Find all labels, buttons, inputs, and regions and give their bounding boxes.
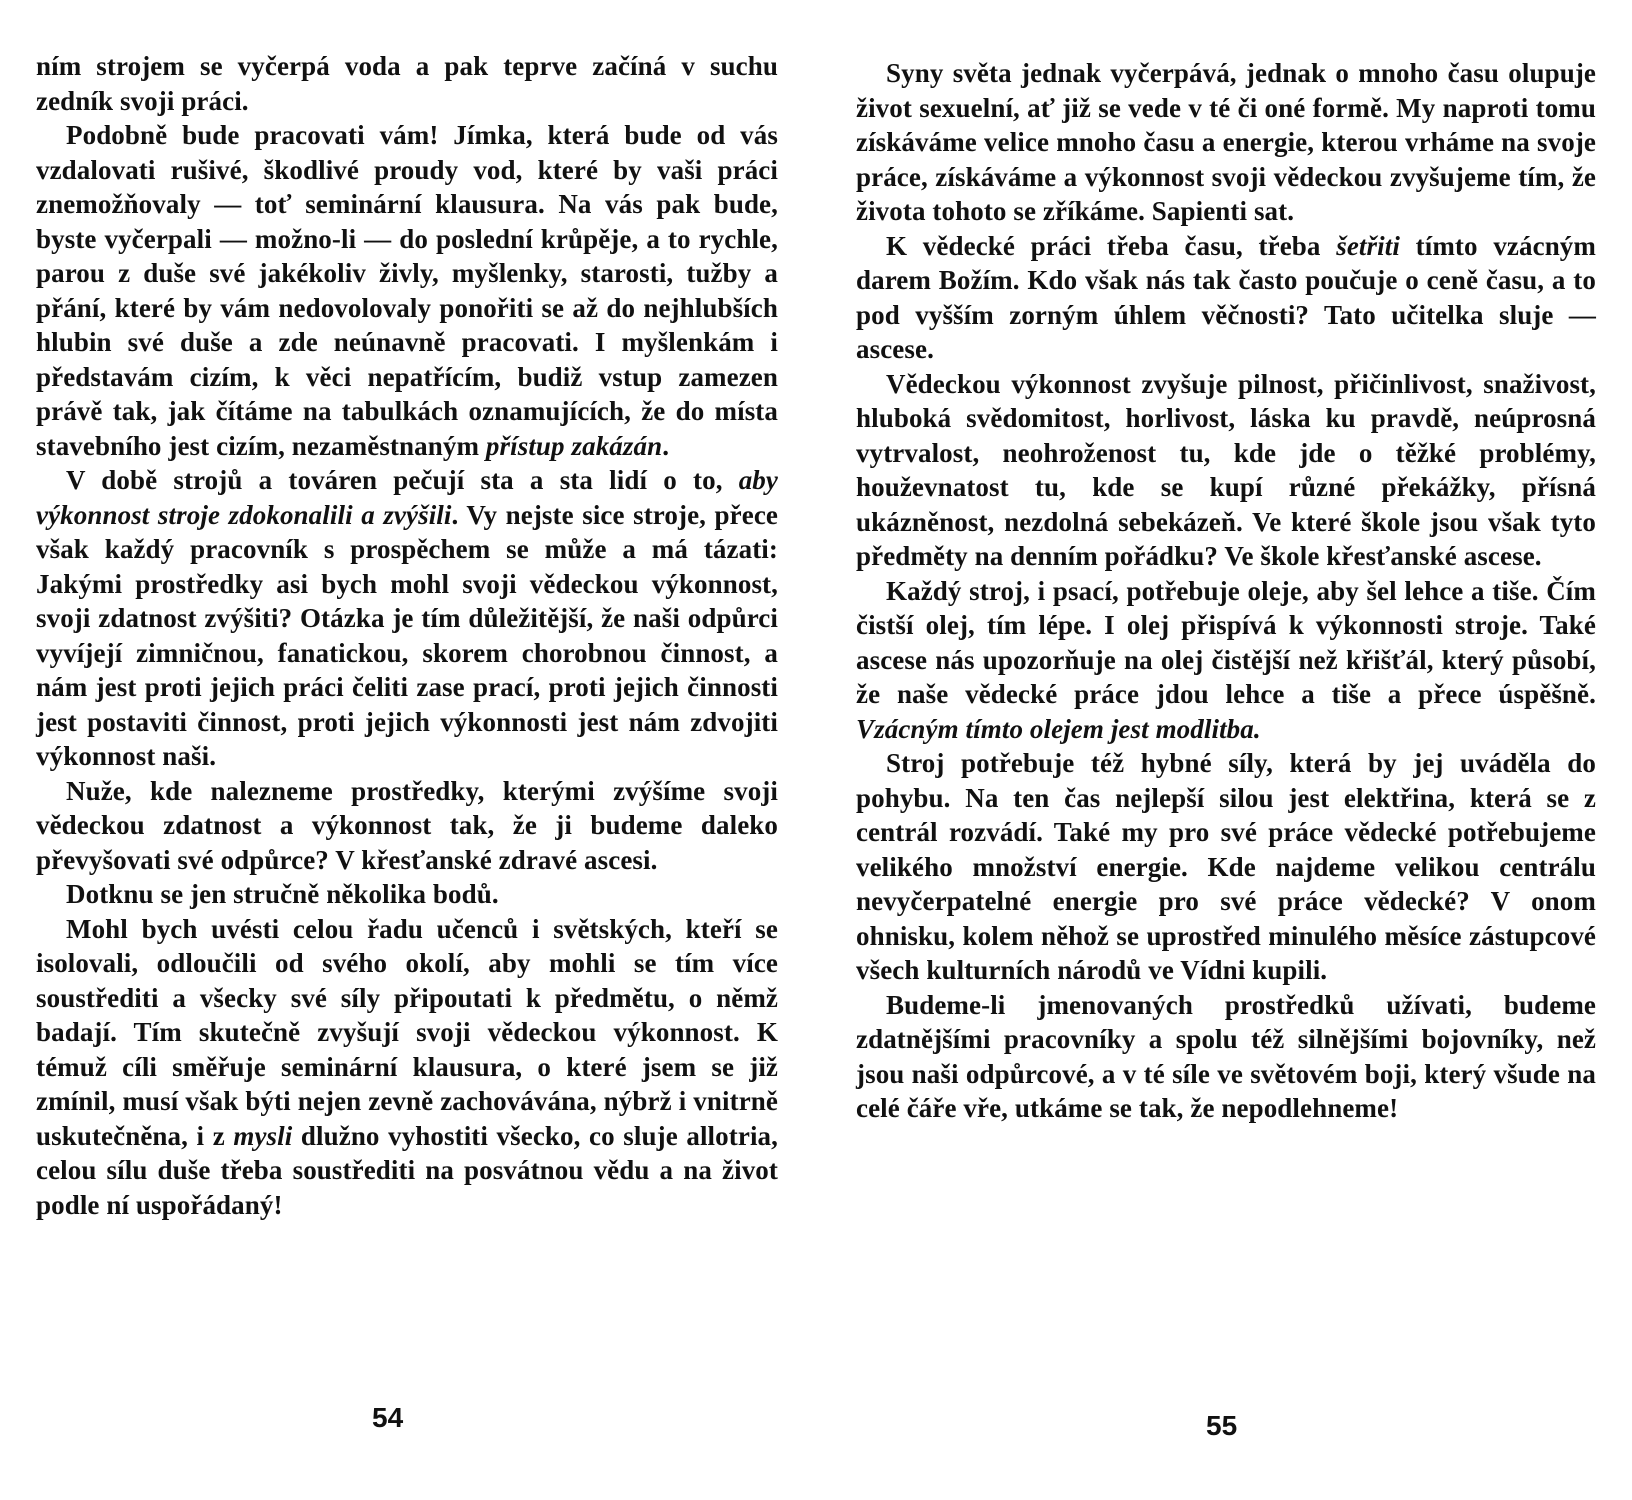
paragraph (856, 988, 1596, 1126)
text-run: . (662, 430, 670, 461)
right-page (816, 0, 1632, 1500)
text-run: Nuže, kde nalezneme prostředky, kterými zvýšíme svoji vědeckou zdatnost a výkonnost tak, že ji budeme daleko převyšovati své odpůrce? V křesťanské zdravé ascesi. (36, 775, 778, 875)
text-run: Každý stroj, i psací, potřebuje oleje, aby šel lehce a tiše. Čím čistší olej, tím lépe. I olej přispívá k výkonnosti stroje. Také ascese nás upozorňuje na olej čistější než křišťál, který působí, že naše vědecké práce jdou lehce a tiše a přece úspěšně. (856, 575, 1596, 709)
paragraph (856, 367, 1596, 574)
paragraph (36, 118, 778, 463)
text-run: Stroj potřebuje též hybné síly, která by jej uváděla do pohybu. Na ten čas nejlepší silou jest elektřina, která se z centrál rozvádí. Také my pro své práce vědecké potřebujeme velikého množství energie. Kde najdeme velikou centrálu nevyčerpatelné energie pro své práce vědecké? V onom ohnisku, kolem něhož se uprostřed minulého měsíce zástupcové všech kulturních národů ve Vídni kupili. (856, 748, 1596, 985)
paragraph (856, 229, 1596, 367)
right-page-text (856, 56, 1596, 1126)
text-run: Vědeckou výkonnost zvyšuje pilnost, přičinlivost, snaživost, hluboká svědomitost, horlivost, láska ku pravdě, neúprosná vytrvalost, neohroženost tu, kde jde o těžké problémy, houževnatost tu, kde se kupí různé překážky, přísná ukázněnost, nezdolná sebekázeň. Ve které škole jsou však tyto předměty na denním pořádku? Ve škole křesťanské ascese. (856, 368, 1596, 571)
paragraph (36, 49, 778, 118)
paragraph (36, 877, 778, 912)
italic-text: přístup zakázán (485, 430, 663, 461)
paragraph (856, 746, 1596, 988)
text-run: Mohl bych uvésti celou řadu učenců i světských, kteří se isolovali, odloučili od svého okolí, aby mohli se tím více soustřediti a všecky své síly připoutati k předmětu, o němž badají. Tím skutečně zvyšují svoji vědeckou výkonnost. K témuž cíli směřuje seminární klausura, o které jsem se již zmínil, musí však býti nejen zevně zachovávána, nýbrž i vnitrně uskutečněna, i z (36, 913, 778, 1151)
text-run: tímto vzácným darem Božím. Kdo však nás tak často poučuje o ceně času, a to pod vyšším zorným úhlem věčnosti? Tato učitelka sluje — ascese. (856, 230, 1597, 364)
paragraph (36, 912, 778, 1223)
italic-text: Vzácným tímto olejem jest modlitba. (856, 713, 1261, 744)
text-run: K vědecké práci třeba času, třeba (886, 230, 1337, 261)
paragraph (36, 774, 778, 878)
text-run: . Vy nejste sice stroje, přece však každý pracovník s prospěchem se může a má tázati: Jakými prostředky asi bych mohl svoji vědeckou výkonnost, svoji zdatnost zvýšiti? Otázka je tím důležitější, že naši odpůrci vyvíjejí zimničnou, fanatickou, skorem chorobnou činnost, a nám jest proti jejich práci čeliti zase prací, proti jejich činnosti jest postaviti činnost, proti jejich výkonnosti jest nám zdvojiti výkonnost naši. (36, 499, 778, 771)
italic-text: mysli (233, 1120, 293, 1151)
text-run: V době strojů a továren pečují sta a sta lidí o to, (66, 465, 739, 495)
paragraph (856, 574, 1596, 747)
text-run: dlužno vyhostiti všecko, co sluje allotria, celou sílu duše třeba soustřediti na posvátnou vědu a na život podle ní uspořádaný! (36, 1120, 778, 1220)
page-number-right: 55 (1206, 1410, 1238, 1441)
paragraph (36, 463, 778, 774)
left-page-text (36, 49, 778, 1222)
paragraph (856, 56, 1596, 229)
italic-text: šetřiti (1336, 230, 1400, 261)
text-run: ním strojem se vyčerpá voda a pak teprve začíná v suchu zedník svoji práci. (36, 51, 778, 116)
text-run: Budeme-li jmenovaných prostředků užívati, budeme zdatnějšími pracovníky a spolu též silnějšími bojovníky, než jsou naši odpůrcové, a v té síle ve světovém boji, který všude na celé čáře vře, utkáme se tak, že nepodlehneme! (856, 989, 1596, 1123)
text-run: Syny světa jednak vyčerpává, jednak o mnoho času olupuje život sexuelní, ať již se vede v té či oné formě. My naproti tomu získáváme velice mnoho času a energie, kterou vrháme na svoje práce, získáváme a výkonnost svoji vědeckou zvyšujeme tím, že života tohoto se zříkáme. Sapienti sat. (856, 58, 1596, 226)
page-number-left: 54 (372, 1402, 404, 1433)
text-run: Dotknu se jen stručně několika bodů. (66, 879, 499, 909)
italic-text: aby výkonnost stroje zdokonalili a zvýšili (36, 465, 778, 530)
text-run: Podobně bude pracovati vám! Jímka, která bude od vás vzdalovati rušivé, škodlivé proudy vod, které by vaši práci znemožňovaly — toť seminární klausura. Na vás pak bude, byste vyčerpali — možno-li — do poslední krůpěje, a to rychle, parou z duše své jakékoliv živly, myšlenky, starosti, tužby a přání, které by vám nedovolovaly ponořiti se až do nejhlubších hlubin své duše a zde neúnavně pracovati. I myšlenkám i představám cizím, k věci nepatřícím, budiž vstup zamezen právě tak, jak čítáme na tabulkách oznamujících, že do místa stavebního jest cizím, nezaměstnaným (36, 120, 778, 461)
